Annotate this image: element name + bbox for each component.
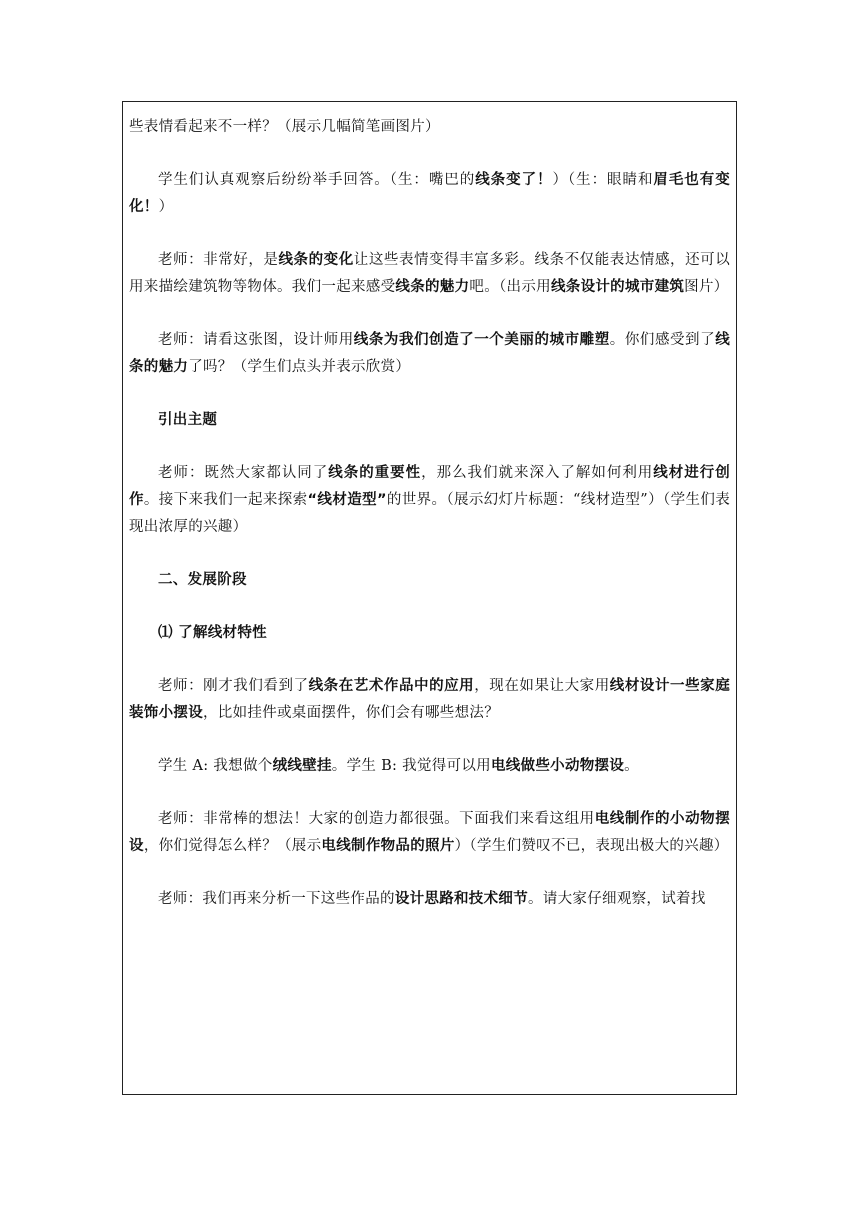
section-heading: 二、发展阶段 [158,572,247,588]
document-body [129,114,730,939]
paragraph: 学生们认真观察后纷纷举手回答。（生：嘴巴的线条变了！）（生：眼睛和眉毛也有变化！） [129,172,730,215]
paragraph: 老师：既然大家都认同了线条的重要性，那么我们就来深入了解如何利用线材进行创作。接下来我们一起来探索“线材造型”的世界。（展示幻灯片标题：“线材造型”）（学生们表现出浓厚的兴趣） [129,465,731,535]
paragraph: 老师：我们再来分析一下这些作品的设计思路和技术细节。请大家仔细观察，试着找 [158,891,706,907]
table-cell-frame [122,101,737,1095]
paragraph: 学生 A: 我想做个绒线壁挂。学生 B: 我觉得可以用电线做些小动物摆设。 [158,758,639,774]
paragraph: 老师：非常好，是线条的变化让这些表情变得丰富多彩。线条不仅能表达情感，还可以用来描绘建筑物等物体。我们一起来感受线条的魅力吧。（出示用线条设计的城市建筑图片） [129,252,731,295]
paragraph: 些表情看起来不一样？（展示几幅简笔画图片） [129,119,440,135]
section-heading: 引出主题 [158,412,218,428]
paragraph: 老师：非常棒的想法！大家的创造力都很强。下面我们来看这组用电线制作的小动物摆设，你们觉得怎么样？（展示电线制作物品的照片）（学生们赞叹不已，表现出极大的兴趣） [129,811,730,854]
paragraph: 老师：请看这张图，设计师用线条为我们创造了一个美丽的城市雕塑。你们感受到了线条的魅力了吗？（学生们点头并表示欣赏） [129,332,730,375]
subsection-heading: ⑴ 了解线材特性 [158,625,267,641]
paragraph: 老师：刚才我们看到了线条在艺术作品中的应用，现在如果让大家用线材设计一些家庭装饰小摆设，比如挂件或桌面摆件，你们会有哪些想法？ [129,678,730,721]
